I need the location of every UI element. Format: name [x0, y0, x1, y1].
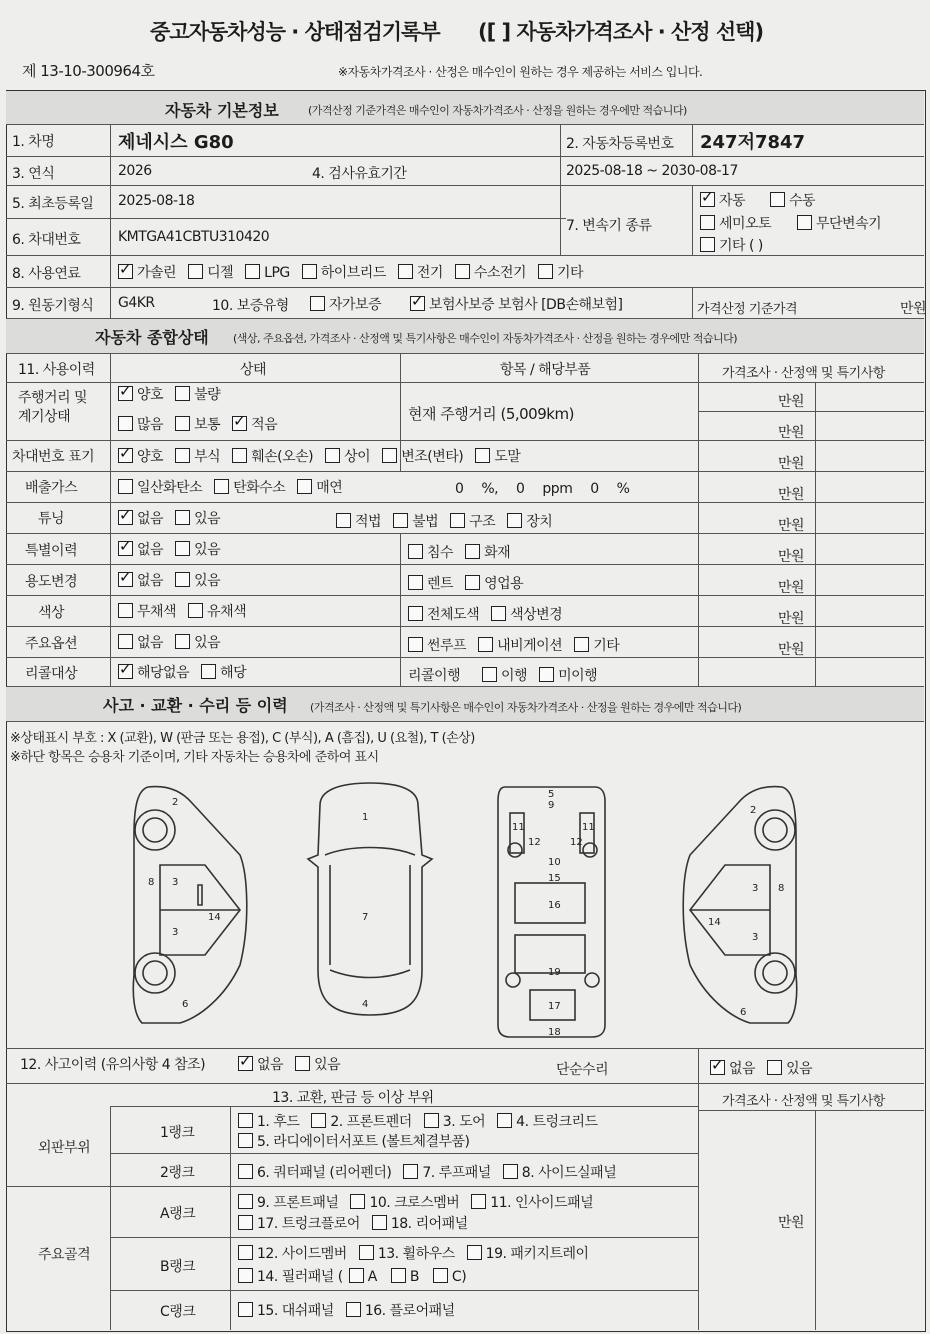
outer-panel-label: 외판부위 [38, 1140, 91, 1156]
part-side-sill-checkbox[interactable] [503, 1164, 518, 1179]
special-none-checkbox[interactable] [118, 541, 133, 556]
recall-not-done-checkbox[interactable] [539, 667, 554, 682]
part-package-tray-checkbox[interactable] [467, 1245, 482, 1260]
emission-price-unit: 만원 [778, 487, 805, 503]
tuning-price-unit: 만원 [778, 518, 805, 534]
svg-text:3: 3 [752, 932, 759, 943]
transmission-label: 7. 변속기 종류 [566, 218, 652, 234]
fuel-lpg-checkbox[interactable] [245, 264, 260, 279]
svg-text:15: 15 [548, 873, 561, 884]
parts-title: 13. 교환, 판금 등 이상 부위 [272, 1090, 434, 1106]
svg-text:5: 5 [548, 789, 555, 800]
fuel-diesel-checkbox[interactable] [188, 264, 203, 279]
year-value: 2026 [118, 163, 152, 179]
business-checkbox[interactable] [465, 575, 480, 590]
fuel-gasoline-checkbox[interactable] [118, 264, 133, 279]
svg-text:3: 3 [172, 877, 179, 888]
car-name-label: 1. 차명 [12, 134, 55, 150]
recall-done-label: 리콜이행 [408, 668, 461, 684]
rent-checkbox[interactable] [408, 575, 423, 590]
mileage-normal-checkbox[interactable] [175, 416, 190, 431]
right-side-car-outline [683, 787, 796, 1023]
svg-text:6: 6 [182, 999, 189, 1010]
flood-checkbox[interactable] [408, 544, 423, 559]
vin-mod-checkbox[interactable] [382, 448, 397, 463]
color-change-checkbox[interactable] [491, 606, 506, 621]
recall-row-label: 리콜대상 [25, 666, 78, 682]
special-exist-checkbox[interactable] [175, 541, 190, 556]
accident-none-checkbox[interactable] [238, 1056, 253, 1071]
vin-value: KMTGA41CBTU310420 [118, 229, 270, 245]
part-front-fender-checkbox[interactable] [311, 1113, 326, 1128]
item-header: 항목 / 해당부품 [500, 362, 591, 378]
warranty-self: 자가보증 [310, 294, 381, 314]
fuel-hybrid-checkbox[interactable] [302, 264, 317, 279]
svg-text:7: 7 [362, 912, 369, 923]
rank-a-label: A랭크 [160, 1206, 196, 1222]
color-achromatic-checkbox[interactable] [118, 603, 133, 618]
accident-section-title: 사고 · 교환 · 수리 등 이력 [103, 696, 288, 715]
part-radiator-support-checkbox[interactable] [238, 1133, 253, 1148]
emission-values: 0 %, 0 ppm 0 % [455, 481, 630, 497]
options-price-unit: 만원 [778, 642, 805, 658]
left-side-car-outline [133, 787, 246, 1023]
vin-good-checkbox[interactable] [118, 448, 133, 463]
mileage-many-checkbox[interactable] [118, 416, 133, 431]
service-notice: ※자동차가격조사 · 산정은 매수인이 원하는 경우 제공하는 서비스 입니다. [338, 65, 703, 79]
vin-diff-checkbox[interactable] [325, 448, 340, 463]
color-price-unit: 만원 [778, 611, 805, 627]
part-door-checkbox[interactable] [424, 1113, 439, 1128]
basic-section-title: 자동차 기본정보 [165, 101, 279, 120]
emission-hc-checkbox[interactable] [214, 479, 229, 494]
year-label: 3. 연식 [12, 166, 55, 182]
engine-label: 9. 원동기형식 [12, 298, 94, 314]
rank-1-label: 1랭크 [160, 1125, 195, 1141]
emission-row-label: 배출가스 [25, 480, 78, 496]
trans-semi-checkbox[interactable] [700, 215, 715, 230]
fuel-electric-checkbox[interactable] [398, 264, 413, 279]
car-name-value: 제네시스 G80 [118, 132, 234, 153]
emission-smoke-checkbox[interactable] [297, 479, 312, 494]
vin-damage-checkbox[interactable] [232, 448, 247, 463]
trans-semi: 세미오토 [700, 213, 771, 233]
navigation-checkbox[interactable] [478, 637, 493, 652]
current-mileage: 현재 주행거리 (5,009km) [408, 405, 574, 423]
rank-2-label: 2랭크 [160, 1165, 195, 1181]
use-change-exist-checkbox[interactable] [175, 572, 190, 587]
document-number: 제 13-10-300964호 [22, 62, 155, 80]
color-row-label: 색상 [38, 605, 65, 621]
special-price-unit: 만원 [778, 549, 805, 565]
option-other-checkbox[interactable] [574, 637, 589, 652]
fuel-other-checkbox[interactable] [538, 264, 553, 279]
overall-section-title: 자동차 종합상태 [95, 328, 209, 347]
part-cross-member-checkbox[interactable] [350, 1194, 365, 1209]
options-exist-checkbox[interactable] [175, 634, 190, 649]
price-header: 가격조사 · 산정액 및 특기사항 [722, 366, 885, 381]
use-change-none-checkbox[interactable] [118, 572, 133, 587]
page-title: 중고자동차성능 · 상태점검기록부 [150, 20, 440, 44]
trans-manual-checkbox[interactable] [770, 192, 785, 207]
vin-price-unit: 만원 [778, 456, 805, 472]
fuel-label: 8. 사용연료 [12, 266, 81, 282]
fuel-hydrogen-checkbox[interactable] [455, 264, 470, 279]
warranty-insurance-checkbox[interactable] [410, 296, 425, 311]
part-roof-panel-checkbox[interactable] [403, 1164, 418, 1179]
trans-manual: 수동 [770, 190, 815, 210]
full-paint-checkbox[interactable] [408, 606, 423, 621]
svg-text:17: 17 [548, 1001, 561, 1012]
trans-other-checkbox[interactable] [700, 237, 715, 252]
svg-text:14: 14 [208, 912, 221, 923]
sunroof-checkbox[interactable] [408, 637, 423, 652]
fire-checkbox[interactable] [465, 544, 480, 559]
svg-text:1: 1 [362, 812, 369, 823]
part-floor-panel-checkbox[interactable] [346, 1302, 361, 1317]
pillar-a-checkbox[interactable] [349, 1268, 364, 1283]
svg-text:9: 9 [548, 800, 555, 811]
car-type-note: ※하단 항목은 승용차 기준이며, 기타 자동차는 승용차에 준하여 표시 [10, 750, 379, 765]
recall-yes-checkbox[interactable] [201, 664, 216, 679]
svg-text:2: 2 [750, 805, 757, 816]
svg-text:12: 12 [570, 837, 583, 848]
price-label: 가격산정 기준가격 [697, 302, 798, 317]
usage-history-header: 11. 사용이력 [18, 362, 95, 378]
first-reg-label: 5. 최초등록일 [12, 196, 94, 212]
special-history-row-label: 특별이력 [25, 543, 78, 559]
price-unit: 만원 [900, 301, 927, 317]
tuning-structure-checkbox[interactable] [450, 513, 465, 528]
overall-section-note: (색상, 주요옵션, 가격조사 · 산정액 및 특기사항은 매수인이 자동차가격조사 · 산정을 원하는 경우에만 적습니다) [233, 332, 738, 345]
mileage-row-label: 주행거리 및 계기상태 [18, 390, 88, 425]
warranty-insurance: ✓ 보험사보증 보험사 [DB손해보험] [410, 294, 623, 314]
accident-section-note: (가격조사 · 산정액 및 특기사항은 매수인이 자동차가격조사 · 산정을 원하는 경우에만 적습니다) [310, 701, 742, 714]
trans-other: 기타 ( ) [700, 235, 763, 255]
svg-text:16: 16 [548, 900, 561, 911]
svg-text:10: 10 [548, 857, 561, 868]
svg-text:2: 2 [172, 797, 179, 808]
part-rear-panel-checkbox[interactable] [372, 1215, 387, 1230]
fuel-options: ✓ 가솔린 디젤 LPG 하이브리드 전기 수소전기 기타 [118, 262, 595, 282]
first-reg-value: 2025-08-18 [118, 193, 195, 209]
warranty-self-checkbox[interactable] [310, 296, 325, 311]
mileage-price-unit-1: 만원 [778, 394, 805, 410]
svg-text:8: 8 [778, 883, 785, 894]
vin-mark-row-label: 차대번호 표기 [12, 449, 95, 465]
part-hood-checkbox[interactable] [238, 1113, 253, 1128]
trans-auto-checkbox[interactable] [700, 192, 715, 207]
car-parts-diagram [120, 775, 840, 1045]
warranty-label: 10. 보증유형 [212, 298, 289, 314]
svg-text:4: 4 [362, 999, 369, 1010]
simple-repair-label: 단순수리 [556, 1062, 609, 1078]
color-chromatic-checkbox[interactable] [188, 603, 203, 618]
inspection-value: 2025-08-18 ~ 2030-08-17 [566, 163, 738, 179]
top-car-outline [308, 783, 432, 1015]
emission-co-checkbox[interactable] [118, 479, 133, 494]
svg-text:11: 11 [512, 822, 525, 833]
part-pillar-panel-checkbox[interactable] [238, 1268, 253, 1283]
part-side-member-checkbox[interactable] [238, 1245, 253, 1260]
tuning-legal-checkbox[interactable] [336, 513, 351, 528]
tuning-none-checkbox[interactable] [118, 510, 133, 525]
trans-cvt: 무단변속기 [797, 213, 881, 233]
mileage-bad-checkbox[interactable] [175, 386, 190, 401]
options-row-label: 주요옵션 [25, 636, 78, 652]
parts-price-unit: 만원 [778, 1215, 805, 1231]
recall-done-checkbox[interactable] [482, 667, 497, 682]
vin-rust-checkbox[interactable] [175, 448, 190, 463]
part-quarter-panel-checkbox[interactable] [238, 1164, 253, 1179]
svg-text:3: 3 [172, 927, 179, 938]
tuning-illegal-checkbox[interactable] [393, 513, 408, 528]
part-dash-panel-checkbox[interactable] [238, 1302, 253, 1317]
simple-repair-exist-checkbox[interactable] [767, 1060, 782, 1075]
mileage-price-unit-2: 만원 [778, 425, 805, 441]
state-header: 상태 [240, 362, 267, 378]
parts-price-header: 가격조사 · 산정액 및 특기사항 [722, 1094, 885, 1109]
simple-repair-none-checkbox[interactable] [710, 1060, 725, 1075]
tuning-exist-checkbox[interactable] [175, 510, 190, 525]
accident-exist-checkbox[interactable] [295, 1056, 310, 1071]
reg-no-label: 2. 자동차등록번호 [566, 136, 674, 152]
use-change-row-label: 용도변경 [25, 574, 78, 590]
svg-text:19: 19 [548, 967, 561, 978]
page-title-option: ([ ] 자동차가격조사 · 산정 선택) [478, 20, 764, 44]
options-none-checkbox[interactable] [118, 634, 133, 649]
engine-value: G4KR [118, 295, 155, 311]
mileage-good-checkbox[interactable] [118, 386, 133, 401]
part-inside-panel-checkbox[interactable] [471, 1194, 486, 1209]
svg-text:18: 18 [548, 1027, 561, 1038]
pillar-b-checkbox[interactable] [391, 1268, 406, 1283]
inspection-label: 4. 검사유효기간 [312, 166, 407, 182]
symbol-legend: ※상태표시 부호 : X (교환), W (판금 또는 용접), C (부식), A (흠집), U (요철), T (손상) [10, 731, 475, 746]
vin-label: 6. 차대번호 [12, 232, 81, 248]
svg-text:8: 8 [148, 877, 155, 888]
part-trunk-lid-checkbox[interactable] [497, 1113, 512, 1128]
svg-text:3: 3 [752, 883, 759, 894]
basic-section-note: (가격산정 기준가격은 매수인이 자동차가격조사 · 산정을 원하는 경우에만 적습니다) [308, 104, 687, 117]
trans-cvt-checkbox[interactable] [797, 215, 812, 230]
pillar-c-checkbox[interactable] [433, 1268, 448, 1283]
rank-c-label: C랭크 [160, 1304, 196, 1320]
svg-text:11: 11 [582, 822, 595, 833]
svg-text:6: 6 [740, 1007, 747, 1018]
use-change-price-unit: 만원 [778, 580, 805, 596]
tuning-row-label: 튜닝 [38, 511, 65, 527]
tuning-device-checkbox[interactable] [507, 513, 522, 528]
accident-history-label: 12. 사고이력 (유의사항 4 참조) [20, 1057, 206, 1073]
rank-b-label: B랭크 [160, 1259, 196, 1275]
trans-auto: ✓자동 [700, 190, 745, 210]
svg-text:12: 12 [528, 837, 541, 848]
recall-none-checkbox[interactable] [118, 664, 133, 679]
vin-lost-checkbox[interactable] [475, 448, 490, 463]
part-trunk-floor-checkbox[interactable] [238, 1215, 253, 1230]
reg-no-value: 247저7847 [700, 132, 806, 153]
main-frame-label: 주요골격 [38, 1247, 91, 1263]
part-wheel-house-checkbox[interactable] [359, 1245, 374, 1260]
mileage-few-checkbox[interactable] [232, 416, 247, 431]
part-front-panel-checkbox[interactable] [238, 1194, 253, 1209]
svg-text:14: 14 [708, 917, 721, 928]
